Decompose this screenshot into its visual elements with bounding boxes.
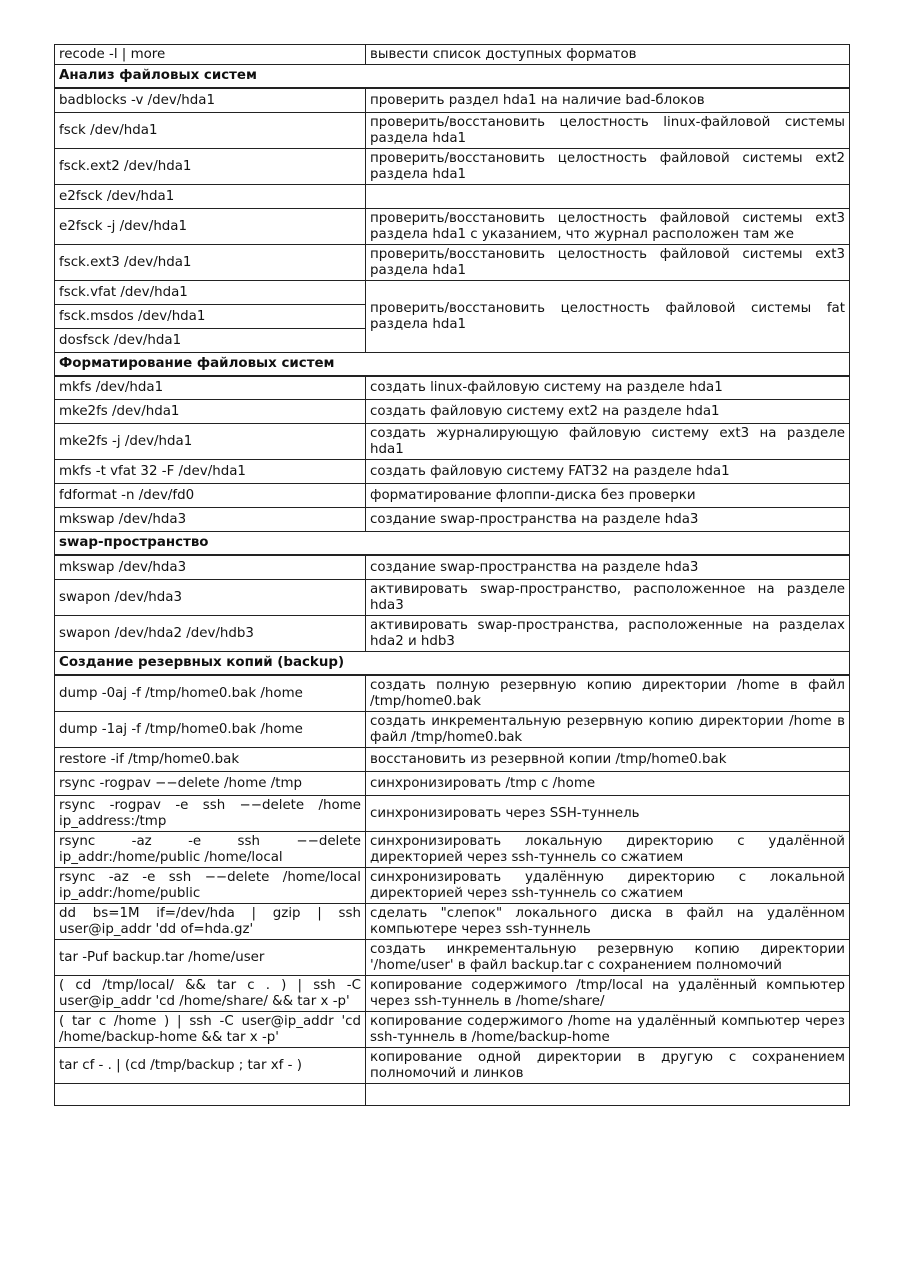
command-cell: mke2fs -j /dev/hda1 bbox=[55, 424, 366, 460]
description-cell: синхронизировать удалённую директорию с локальной директорией через ssh-туннель со сжатием bbox=[366, 867, 850, 903]
command-cell: fsck.ext3 /dev/hda1 bbox=[55, 244, 366, 280]
section-title: swap-пространство bbox=[55, 532, 850, 556]
table-row bbox=[55, 903, 850, 939]
command-cell: rsync -rogpav −−delete /home /tmp bbox=[55, 771, 366, 795]
command-cell: fdformat -n /dev/fd0 bbox=[55, 484, 366, 508]
command-cell: fsck /dev/hda1 bbox=[55, 112, 366, 148]
document-page bbox=[54, 44, 850, 1106]
description-cell: создать инкрементальную резервную копию директории '/home/user' в файл backup.tar с сохранением полномочий bbox=[366, 939, 850, 975]
description-cell: проверить/восстановить целостность linux-файловой системы раздела hda1 bbox=[366, 112, 850, 148]
description-cell: создать файловую систему ext2 на разделе hda1 bbox=[366, 400, 850, 424]
table-row bbox=[55, 88, 850, 112]
description-cell: форматирование флоппи-диска без проверки bbox=[366, 484, 850, 508]
section-header bbox=[55, 532, 850, 556]
table-row bbox=[55, 112, 850, 148]
description-cell: синхронизировать /tmp с /home bbox=[366, 771, 850, 795]
table-row bbox=[55, 424, 850, 460]
section-header bbox=[55, 65, 850, 89]
command-cell: tar -Puf backup.tar /home/user bbox=[55, 939, 366, 975]
description-cell: синхронизировать локальную директорию с удалённой директорией через ssh-туннель со сжатием bbox=[366, 831, 850, 867]
table-row bbox=[55, 795, 850, 831]
description-cell: сделать "слепок" локального диска в файл на удалённом компьютере через ssh-туннель bbox=[366, 903, 850, 939]
description-cell: копирование содержимого /tmp/local на удалённый компьютер через ssh-туннель в /home/share/ bbox=[366, 975, 850, 1011]
description-cell: проверить/восстановить целостность файловой системы ext3 раздела hda1 с указанием, что журнал расположен там же bbox=[366, 208, 850, 244]
section-title: Форматирование файловых систем bbox=[55, 352, 850, 376]
command-cell: restore -if /tmp/home0.bak bbox=[55, 747, 366, 771]
table-row bbox=[55, 508, 850, 532]
table-row bbox=[55, 1011, 850, 1047]
command-cell: fsck.vfat /dev/hda1 bbox=[55, 280, 366, 304]
command-cell: mkswap /dev/hda3 bbox=[55, 555, 366, 579]
description-cell: копирование одной директории в другую с сохранением полномочий и линков bbox=[366, 1047, 850, 1083]
description-cell: проверить раздел hda1 на наличие bad-блоков bbox=[366, 88, 850, 112]
command-cell: fsck.msdos /dev/hda1 bbox=[55, 304, 366, 328]
command-cell: rsync -az -e ssh −−delete ip_addr:/home/public /home/local bbox=[55, 831, 366, 867]
table-row bbox=[55, 831, 850, 867]
command-cell: ( cd /tmp/local/ && tar c . ) | ssh -C user@ip_addr 'cd /home/share/ && tar x -p' bbox=[55, 975, 366, 1011]
table-row bbox=[55, 400, 850, 424]
table-row bbox=[55, 675, 850, 712]
command-cell: mkfs -t vfat 32 -F /dev/hda1 bbox=[55, 460, 366, 484]
description-cell: восстановить из резервной копии /tmp/home0.bak bbox=[366, 747, 850, 771]
empty-cell bbox=[366, 1083, 850, 1105]
description-cell: создать linux-файловую систему на разделе hda1 bbox=[366, 376, 850, 400]
table-row bbox=[55, 747, 850, 771]
command-cell: dump -1aj -f /tmp/home0.bak /home bbox=[55, 711, 366, 747]
table-row bbox=[55, 184, 850, 208]
description-cell: активировать swap-пространства, расположенные на разделах hda2 и hdb3 bbox=[366, 615, 850, 651]
table-row bbox=[55, 1083, 850, 1105]
command-cell: dd bs=1M if=/dev/hda | gzip | ssh user@ip_addr 'dd of=hda.gz' bbox=[55, 903, 366, 939]
description-cell bbox=[366, 184, 850, 208]
description-cell: проверить/восстановить целостность файловой системы ext2 раздела hda1 bbox=[366, 148, 850, 184]
description-cell: создать инкрементальную резервную копию директории /home в файл /tmp/home0.bak bbox=[366, 711, 850, 747]
command-cell: swapon /dev/hda2 /dev/hdb3 bbox=[55, 615, 366, 651]
description-cell: синхронизировать через SSH-туннель bbox=[366, 795, 850, 831]
command-cell: dosfsck /dev/hda1 bbox=[55, 328, 366, 352]
command-cell: badblocks -v /dev/hda1 bbox=[55, 88, 366, 112]
description-cell: активировать swap-пространство, расположенное на разделе hda3 bbox=[366, 579, 850, 615]
empty-cell bbox=[55, 1083, 366, 1105]
command-reference-table bbox=[54, 44, 850, 1106]
command-cell: ( tar c /home ) | ssh -C user@ip_addr 'cd /home/backup-home && tar x -p' bbox=[55, 1011, 366, 1047]
table-row bbox=[55, 1047, 850, 1083]
table-row bbox=[55, 555, 850, 579]
description-cell: копирование содержимого /home на удалённый компьютер через ssh-туннель в /home/backup-home bbox=[366, 1011, 850, 1047]
command-cell: mkswap /dev/hda3 bbox=[55, 508, 366, 532]
command-cell: recode -l | more bbox=[55, 45, 366, 65]
table-row bbox=[55, 771, 850, 795]
table-row bbox=[55, 579, 850, 615]
table-row bbox=[55, 244, 850, 280]
table-row bbox=[55, 460, 850, 484]
table-row bbox=[55, 208, 850, 244]
table-row bbox=[55, 376, 850, 400]
table-row bbox=[55, 484, 850, 508]
description-cell: проверить/восстановить целостность файловой системы fat раздела hda1 bbox=[366, 280, 850, 352]
section-title: Анализ файловых систем bbox=[55, 65, 850, 89]
description-cell: создать файловую систему FAT32 на разделе hda1 bbox=[366, 460, 850, 484]
description-cell: проверить/восстановить целостность файловой системы ext3 раздела hda1 bbox=[366, 244, 850, 280]
command-cell: rsync -az -e ssh −−delete /home/local ip_addr:/home/public bbox=[55, 867, 366, 903]
table-row bbox=[55, 280, 850, 304]
command-cell: swapon /dev/hda3 bbox=[55, 579, 366, 615]
command-cell: mke2fs /dev/hda1 bbox=[55, 400, 366, 424]
description-cell: вывести список доступных форматов bbox=[366, 45, 850, 65]
section-title: Создание резервных копий (backup) bbox=[55, 651, 850, 675]
description-cell: создать полную резервную копию директории /home в файл /tmp/home0.bak bbox=[366, 675, 850, 712]
description-cell: создание swap-пространства на разделе hda3 bbox=[366, 555, 850, 579]
section-header bbox=[55, 651, 850, 675]
command-cell: e2fsck /dev/hda1 bbox=[55, 184, 366, 208]
table-row bbox=[55, 939, 850, 975]
command-cell: mkfs /dev/hda1 bbox=[55, 376, 366, 400]
table-row bbox=[55, 711, 850, 747]
section-header bbox=[55, 352, 850, 376]
table-row bbox=[55, 975, 850, 1011]
description-cell: создать журналирующую файловую систему ext3 на разделе hda1 bbox=[366, 424, 850, 460]
description-cell: создание swap-пространства на разделе hda3 bbox=[366, 508, 850, 532]
table-row bbox=[55, 867, 850, 903]
command-cell: rsync -rogpav -e ssh −−delete /home ip_address:/tmp bbox=[55, 795, 366, 831]
table-row bbox=[55, 45, 850, 65]
table-row bbox=[55, 148, 850, 184]
command-cell: dump -0aj -f /tmp/home0.bak /home bbox=[55, 675, 366, 712]
command-cell: tar cf - . | (cd /tmp/backup ; tar xf - ) bbox=[55, 1047, 366, 1083]
command-cell: e2fsck -j /dev/hda1 bbox=[55, 208, 366, 244]
command-cell: fsck.ext2 /dev/hda1 bbox=[55, 148, 366, 184]
table-row bbox=[55, 615, 850, 651]
